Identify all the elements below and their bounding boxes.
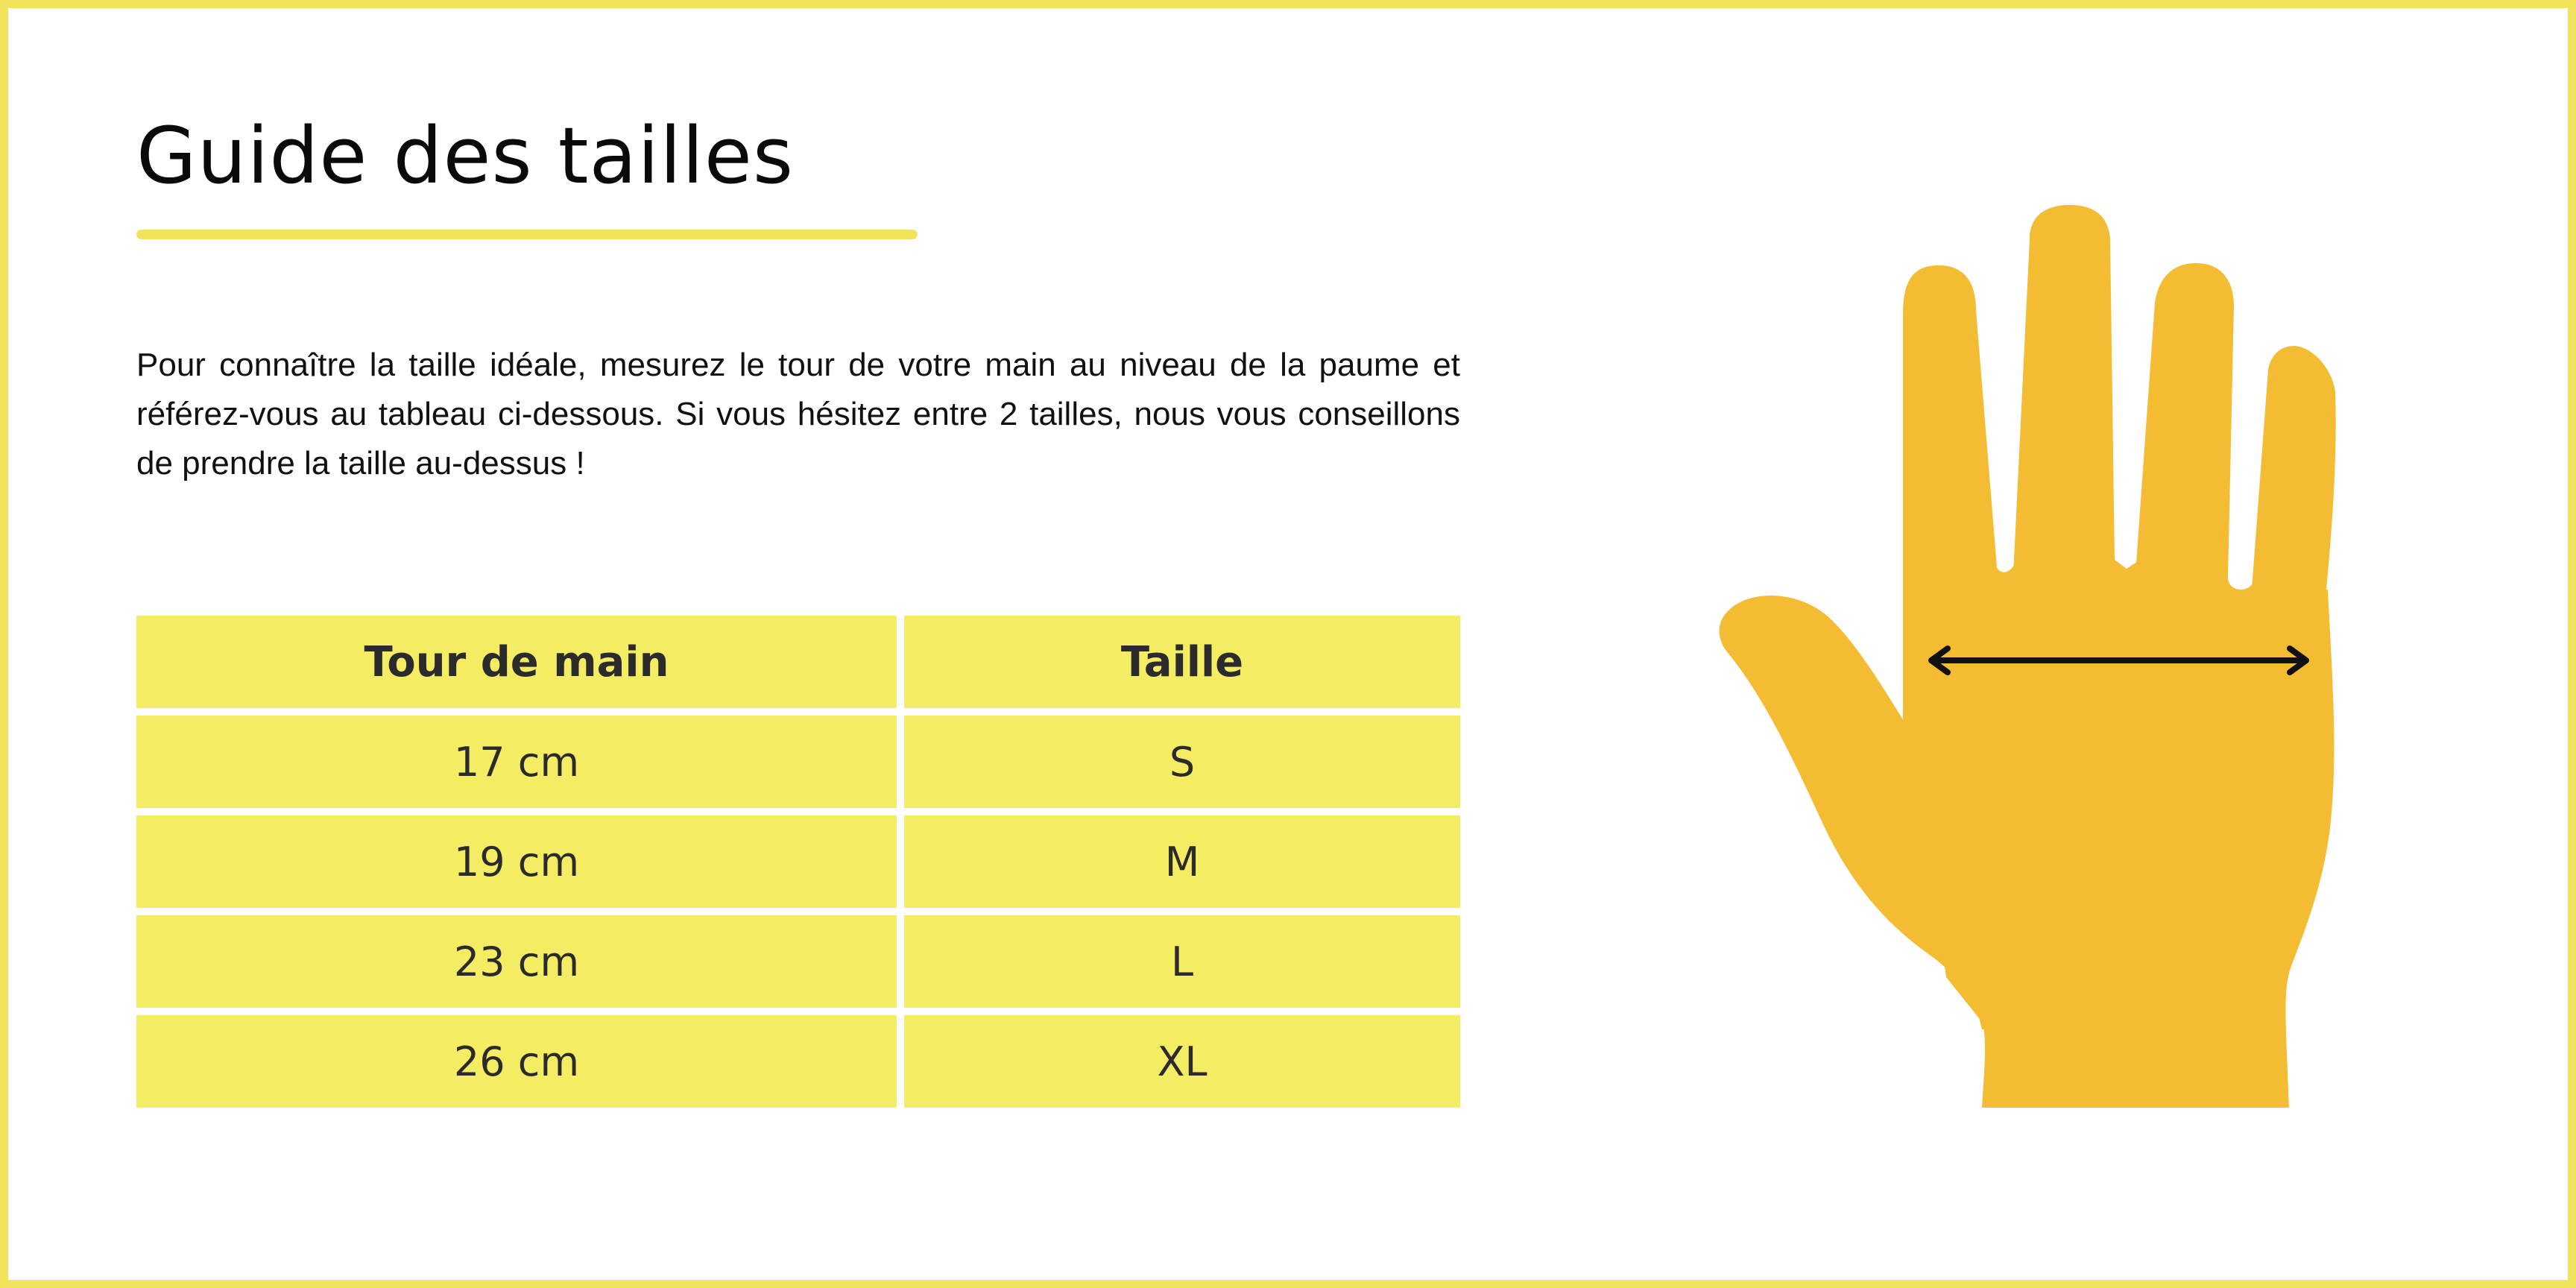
table-header-hand-circumference: Tour de main [136, 616, 897, 708]
table-header-size: Taille [904, 616, 1460, 708]
title-underline [136, 230, 918, 239]
size-table [136, 616, 1460, 1108]
table-cell-size: M [904, 815, 1460, 908]
page-title: Guide des tailles [136, 110, 795, 201]
table-cell-size: S [904, 716, 1460, 808]
hand-shape [1720, 205, 2336, 1108]
intro-paragraph: Pour connaître la taille idéale, mesurez le tour de votre main au niveau de la paume et référez-vous au tableau ci-dessous. Si vous hésitez entre 2 tailles, nous vous conseillons de prendre la taille au-dessus ! [136, 347, 1460, 482]
table-cell-size: XL [904, 1015, 1460, 1108]
table-cell-hand-circumference: 23 cm [136, 915, 897, 1008]
hand-measurement-icon [1693, 195, 2364, 1111]
table-cell-size: L [904, 915, 1460, 1008]
table-cell-hand-circumference: 26 cm [136, 1015, 897, 1108]
table-cell-hand-circumference: 17 cm [136, 716, 897, 808]
table-cell-hand-circumference: 19 cm [136, 815, 897, 908]
